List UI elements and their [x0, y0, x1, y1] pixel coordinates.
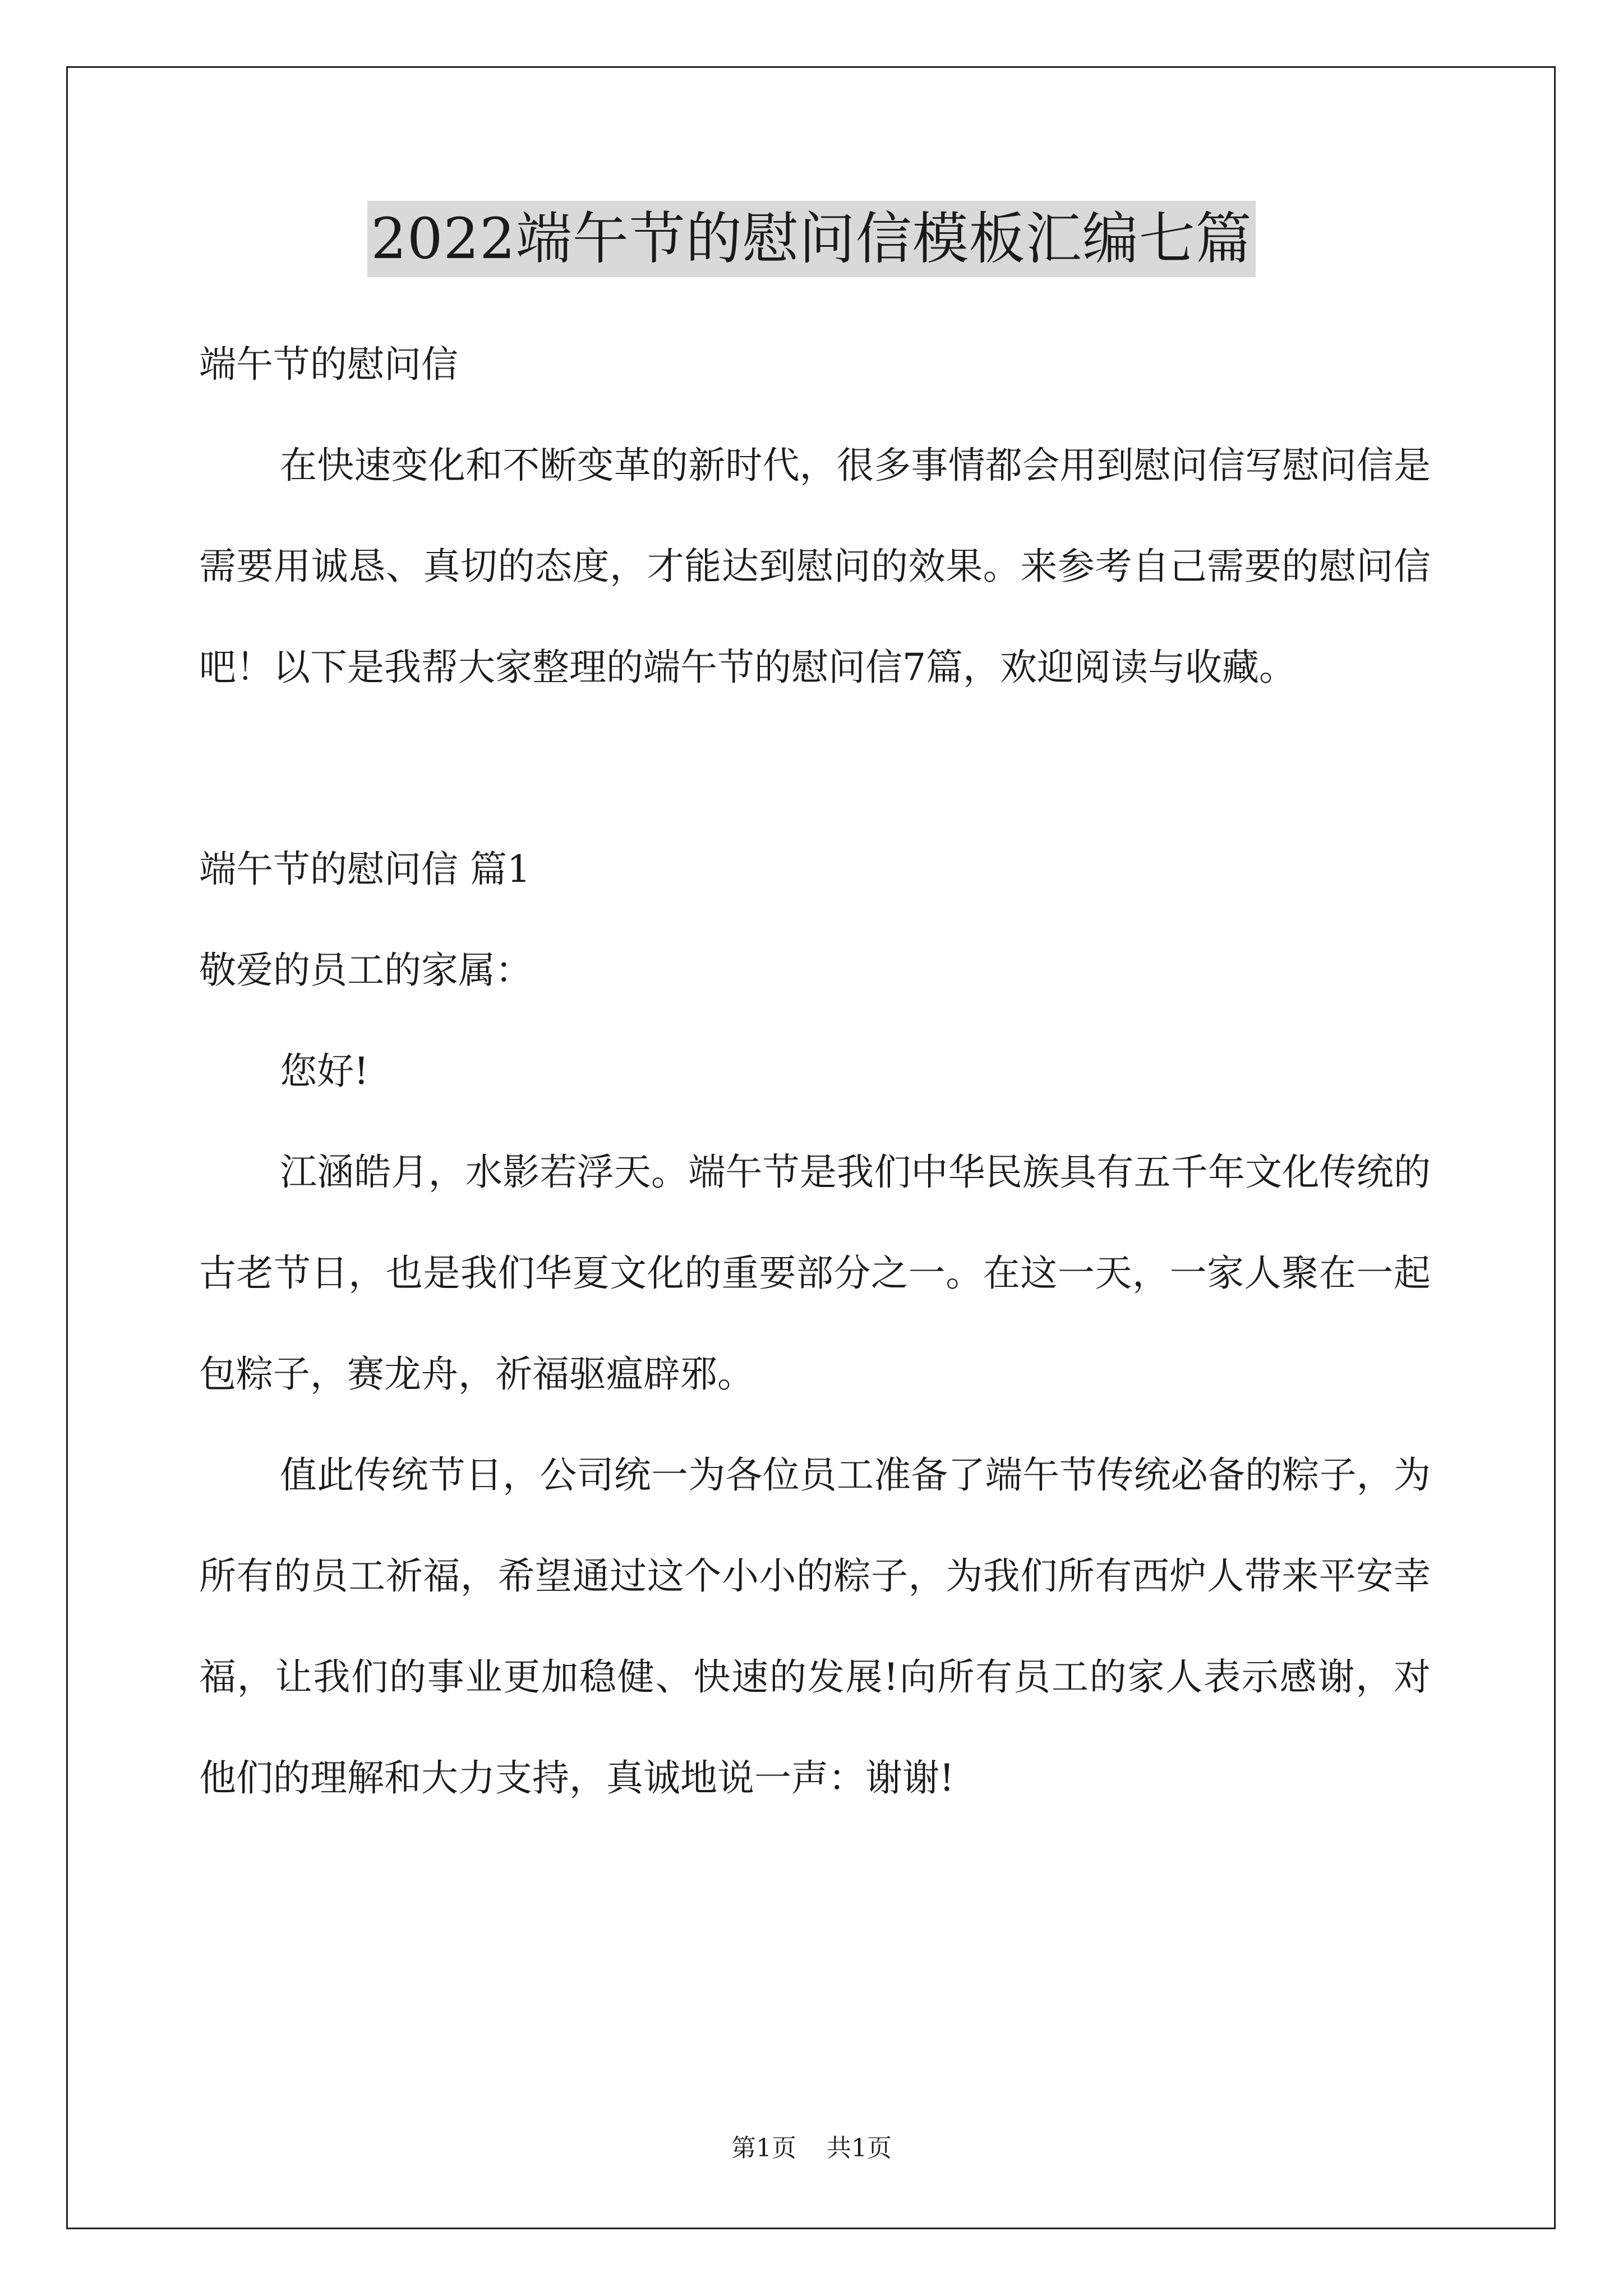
body-paragraph: 江涵皓月，水影若浮天。端午节是我们中华民族具有五千年文化传统的古老节日，也是我们华夏文化的重要部分之一。在这一天，一家人聚在一起包粽子，赛龙舟，祈福驱瘟辟邪。: [199, 1151, 1431, 1396]
intro-paragraph: 在快速变化和不断变革的新时代，很多事情都会用到慰问信写慰问信是需要用诚恳、真切的态度，才能达到慰问的效果。来参考自己需要的慰问信吧！以下是我帮大家整理的端午节的慰问信7篇，欢迎阅读与收藏。: [199, 444, 1431, 689]
document-title: 2022端午节的慰问信模板汇编七篇: [367, 201, 1256, 277]
page-current: 第1页: [731, 2134, 796, 2162]
page-footer: [0, 2132, 1623, 2165]
page-total: 共1页: [827, 2134, 892, 2162]
document-body: [199, 314, 1431, 1829]
body-paragraph: 值此传统节日，公司统一为各位员工准备了端午节传统必备的粽子，为所有的员工祈福，希望通过这个小小的粽子，为我们所有西炉人带来平安幸福，让我们的事业更加稳健、快速的发展!向所有员工的家人表示感谢，对他们的理解和大力支持，真诚地说一声：谢谢!: [199, 1453, 1431, 1800]
salutation: 敬爱的员工的家属：: [199, 949, 532, 992]
section-heading: 端午节的慰问信 篇1: [199, 848, 531, 891]
title-container: [0, 201, 1623, 277]
intro-heading: 端午节的慰问信: [199, 343, 458, 386]
greeting: 您好!: [280, 1050, 369, 1093]
